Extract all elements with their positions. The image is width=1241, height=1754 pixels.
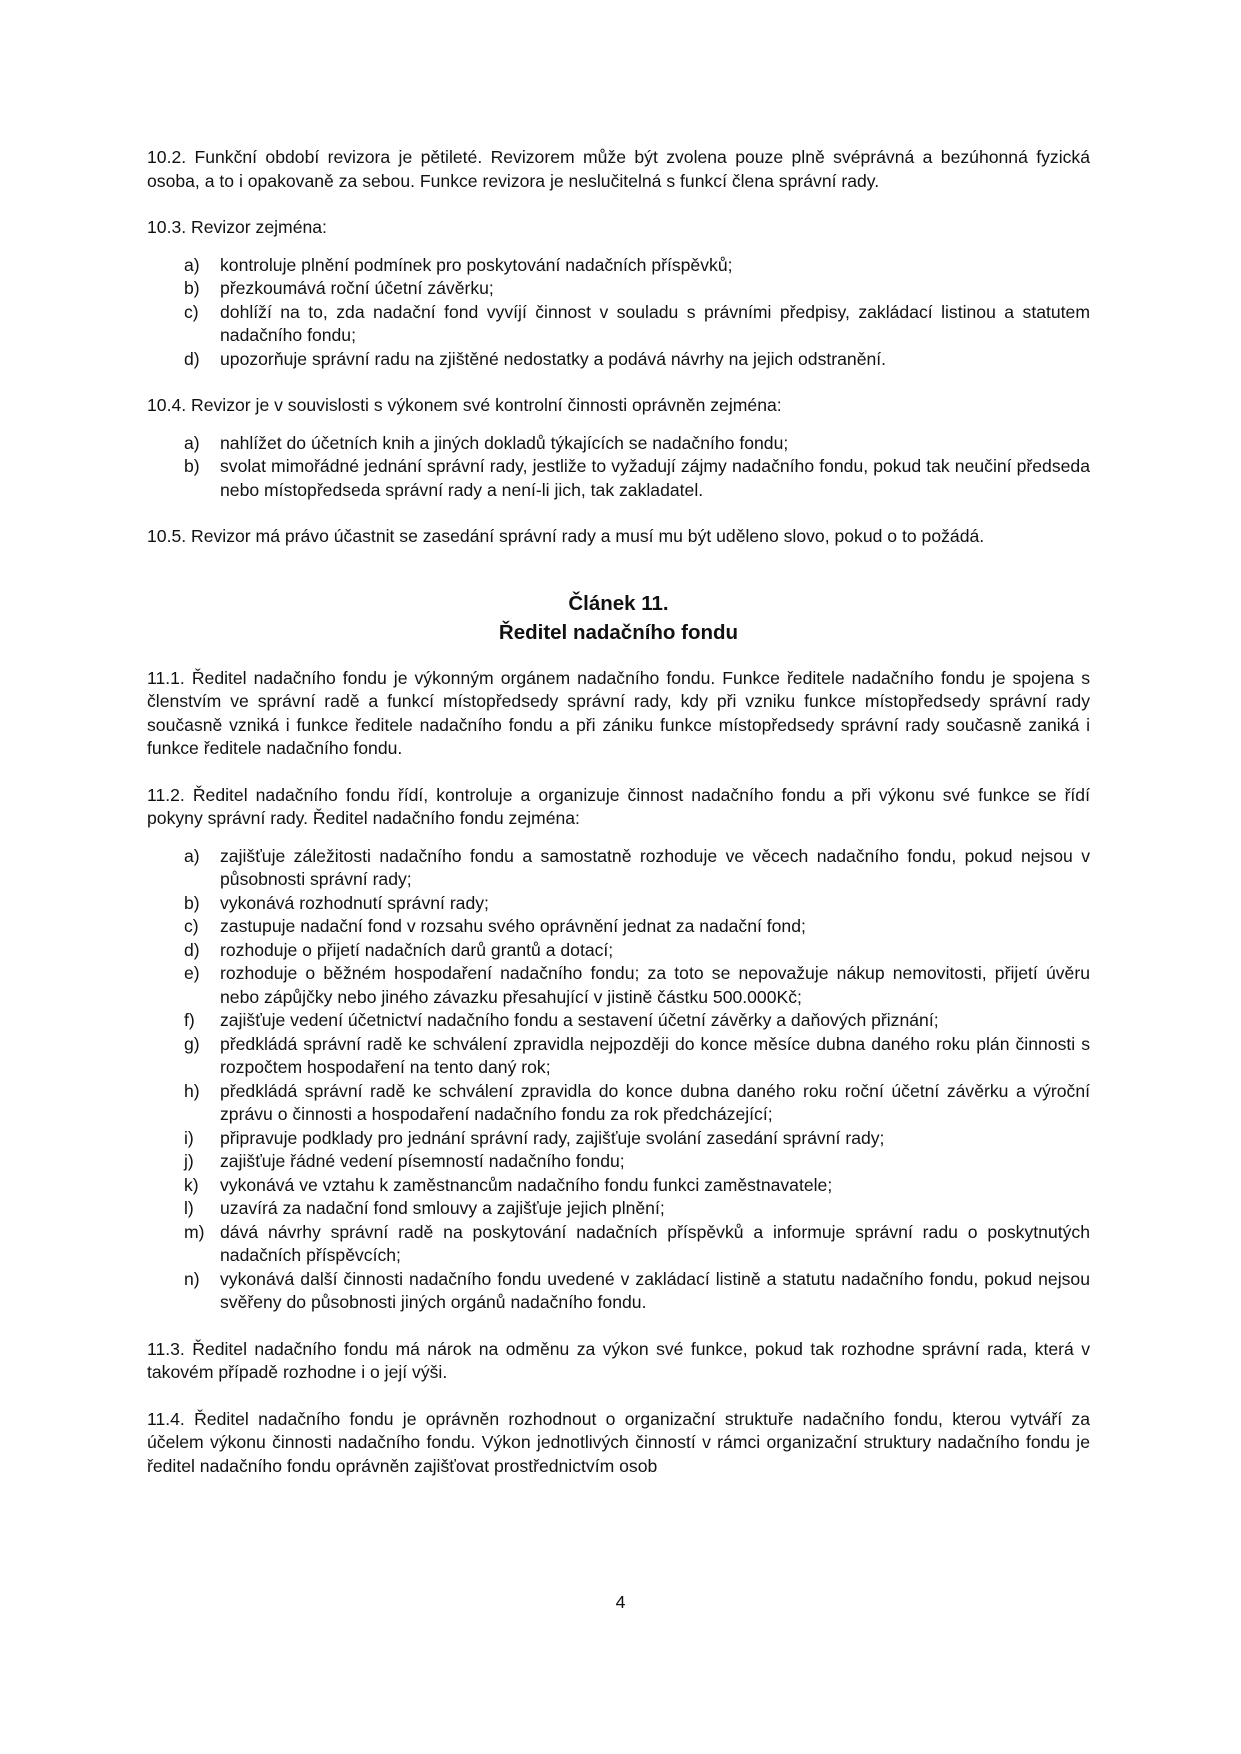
list-item-text: nahlížet do účetních knih a jiných dokladů týkajících se nadačního fondu; bbox=[220, 432, 789, 453]
list-item bbox=[147, 1268, 1090, 1315]
list-item bbox=[147, 1221, 1090, 1268]
list-item bbox=[147, 1174, 1090, 1198]
article-title: Ředitel nadačního fondu bbox=[498, 620, 739, 644]
list-item bbox=[147, 348, 1090, 372]
paragraph-10-2: 10.2. Funkční období revizora je pětileté. Revizorem může být zvolena pouze plně svéprávná a bezúhonná fyzická osoba, a to i opakovaně za sebou. Funkce revizora je neslučitelná s funkcí člena správní rady. bbox=[147, 147, 1090, 191]
paragraph-10-4: 10.4. Revizor je v souvislosti s výkonem své kontrolní činnosti oprávněn zejména: bbox=[147, 395, 782, 415]
list-item-text: upozorňuje správní radu na zjištěné nedostatky a podává návrhy na jejich odstranění. bbox=[220, 348, 887, 369]
list-item bbox=[147, 254, 1090, 278]
list-item-text: připravuje podklady pro jednání správní rady, zajišťuje svolání zasedání správní rady; bbox=[220, 1127, 885, 1148]
list-item-text: kontroluje plnění podmínek pro poskytování nadačních příspěvků; bbox=[220, 254, 733, 275]
list-item bbox=[147, 432, 1090, 456]
list-item-text: uzavírá za nadační fond smlouvy a zajišťuje jejich plnění; bbox=[220, 1198, 665, 1218]
list-10-3 bbox=[147, 254, 1090, 372]
paragraph-10-3: 10.3. Revizor zejména: bbox=[147, 217, 327, 237]
list-item-text: zastupuje nadační fond v rozsahu svého oprávnění jednat za nadační fond; bbox=[220, 916, 806, 936]
list-item-text: vykonává další činnosti nadačního fondu uvedené v zakládací listině a statutu nadačního fondu, pokud nejsou svěřeny do působnosti jiných orgánů nadačního fondu. bbox=[220, 1268, 1090, 1312]
list-item-letter: a) bbox=[184, 254, 200, 275]
list-item bbox=[147, 1080, 1090, 1127]
list-item bbox=[147, 915, 1090, 939]
list-item-letter: e) bbox=[184, 963, 200, 983]
list-item-text: vykonává rozhodnutí správní rady; bbox=[220, 892, 489, 913]
list-item bbox=[147, 962, 1090, 1009]
paragraph-11-4: 11.4. Ředitel nadačního fondu je oprávněn rozhodnout o organizační struktuře nadačního fondu, kterou vytváří za účelem výkonu činnosti nadačního fondu. Výkon jednotlivých činností v rámci organizační struktury nadačního fondu je ředitel nadačního fondu oprávněn zajišťovat prostřednictvím osob bbox=[147, 1408, 1090, 1476]
list-item-text: vykonává ve vztahu k zaměstnancům nadačního fondu funkci zaměstnavatele; bbox=[220, 1174, 833, 1195]
list-11-2 bbox=[147, 845, 1090, 1315]
list-item bbox=[147, 1009, 1090, 1033]
list-item-letter: b) bbox=[184, 456, 200, 476]
paragraph-11-3: 11.3. Ředitel nadačního fondu má nárok na odměnu za výkon své funkce, pokud tak rozhodne správní rada, která v takovém případě rozhodne i o její výši. bbox=[147, 1338, 1090, 1382]
article-number: Článek 11. bbox=[568, 591, 669, 615]
list-item-letter: j) bbox=[184, 1151, 194, 1171]
list-item-text: dohlíží na to, zda nadační fond vyvíjí činnost v souladu s právními předpisy, zakládací listinou a statutem nadačního fondu; bbox=[220, 301, 1090, 345]
list-item-text: předkládá správní radě ke schválení zpravidla nejpozději do konce měsíce dubna daného roku plán činnosti s rozpočtem hospodaření na tento daný rok; bbox=[220, 1033, 1090, 1077]
list-item-letter: b) bbox=[184, 892, 200, 913]
list-item-letter: h) bbox=[184, 1080, 200, 1101]
list-item-letter: d) bbox=[184, 348, 200, 369]
list-item bbox=[147, 1127, 1090, 1151]
list-item-letter: i) bbox=[184, 1127, 194, 1148]
list-item-letter: d) bbox=[184, 939, 200, 960]
list-item-text: zajišťuje záležitosti nadačního fondu a samostatně rozhoduje ve věcech nadačního fondu, pokud nejsou v působnosti správní rady; bbox=[220, 845, 1090, 889]
paragraph-11-2: 11.2. Ředitel nadačního fondu řídí, kontroluje a organizuje činnost nadačního fondu a při výkonu své funkce se řídí pokyny správní rady. Ředitel nadačního fondu zejména: bbox=[147, 784, 1090, 828]
list-item bbox=[147, 455, 1090, 502]
paragraph-10-5: 10.5. Revizor má právo účastnit se zasedání správní rady a musí mu být uděleno slovo, pokud o to požádá. bbox=[147, 526, 985, 546]
list-item bbox=[147, 845, 1090, 892]
list-item-text: zajišťuje vedení účetnictví nadačního fondu a sestavení účetní závěrky a daňových přiznání; bbox=[220, 1010, 939, 1030]
list-item-letter: k) bbox=[184, 1174, 199, 1195]
list-item-letter: c) bbox=[184, 916, 199, 936]
article-heading bbox=[147, 589, 1090, 647]
list-item bbox=[147, 1033, 1090, 1080]
list-item-text: svolat mimořádné jednání správní rady, jestliže to vyžadují zájmy nadačního fondu, pokud tak neučiní předseda nebo místopředseda správní rady a není-li jich, tak zakladatel. bbox=[220, 456, 1090, 500]
page-number: 4 bbox=[615, 1592, 626, 1612]
list-item-text: zajišťuje řádné vedení písemností nadačního fondu; bbox=[220, 1151, 625, 1171]
list-item bbox=[147, 939, 1090, 963]
list-10-4 bbox=[147, 432, 1090, 503]
list-item-text: předkládá správní radě ke schválení zpravidla do konce dubna daného roku roční účetní závěrku a výroční zprávu o činnosti a hospodaření nadačního fondu za rok předcházející; bbox=[220, 1080, 1090, 1124]
list-item-letter: l) bbox=[184, 1198, 194, 1218]
document-page bbox=[147, 146, 1090, 1478]
list-item-letter: b) bbox=[184, 278, 200, 298]
list-item bbox=[147, 892, 1090, 916]
list-item bbox=[147, 1197, 1090, 1221]
list-item bbox=[147, 301, 1090, 348]
list-item-text: rozhoduje o přijetí nadačních darů grantů a dotací; bbox=[220, 939, 614, 960]
list-item-letter: g) bbox=[184, 1033, 200, 1054]
list-item-text: rozhoduje o běžném hospodaření nadačního fondu; za toto se nepovažuje nákup nemovitosti, přijetí úvěru nebo zápůjčky nebo jiného závazku přesahující v jistině částku 500.000Kč; bbox=[220, 963, 1090, 1007]
list-item bbox=[147, 1150, 1090, 1174]
list-item-letter: n) bbox=[184, 1268, 200, 1289]
paragraph-11-1: 11.1. Ředitel nadačního fondu je výkonným orgánem nadačního fondu. Funkce ředitele nadačního fondu je spojena s členstvím ve správní radě a funkcí místopředsedy správní rady, kdy při vzniku funkce místopředsedy správní rady současně vzniká i funkce ředitele nadačního fondu a při zániku funkce místopředsedy správní rady současně zaniká i funkce ředitele nadačního fondu. bbox=[147, 667, 1090, 758]
list-item-letter: c) bbox=[184, 301, 199, 322]
list-item-letter: m) bbox=[184, 1221, 205, 1242]
list-item-text: dává návrhy správní radě na poskytování nadačních příspěvků a informuje správní radu o poskytnutých nadačních příspěvcích; bbox=[220, 1221, 1090, 1265]
list-item-letter: a) bbox=[184, 432, 200, 453]
list-item-text: přezkoumává roční účetní závěrku; bbox=[220, 278, 494, 298]
list-item-letter: f) bbox=[184, 1010, 195, 1030]
list-item-letter: a) bbox=[184, 845, 200, 866]
list-item bbox=[147, 277, 1090, 301]
